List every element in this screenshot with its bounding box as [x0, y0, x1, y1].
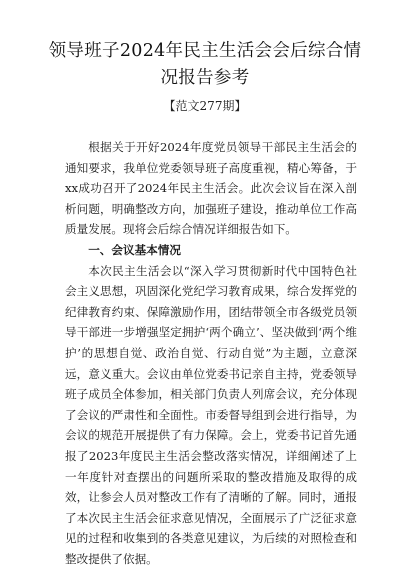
issue-tag: 【范文277期】 — [163, 99, 247, 113]
intro-paragraph: 根据关于开好2024年度党员领导干部民主生活会的通知要求，我单位党委领导班子高度重视，精心筹备，于xx成功召开了2024年民主生活会。此次会议旨在深入剖析问题，明确整改方向，加强班子建设，推动单位工作高质量发展。现将会后综合情况详细报告如下。 — [65, 140, 357, 237]
section-heading: 一、会议基本情况 — [88, 242, 181, 257]
document-body — [65, 137, 357, 569]
document-title: 领导班子2024年民主生活会会后综合情况报告参考 — [48, 41, 362, 88]
section-paragraph: 本次民主生活会以“深入学习贯彻新时代中国特色社会主义思想，巩固深化党纪学习教育成果，综合发挥党的纪律教育约束、保障激励作用，团结带领全市各级党员领导干部进一步增强坚定拥护‘两个确立’、坚决做到‘两个维护’的思想自觉、政治自觉、行动自觉”为主题，立意深远，意义重大。会议由单位党委书记亲自主持，党委领导班子成员全体参加，相关部门负责人列席会议，充分体现了会议的严肃性和全面性。市委督导组到会进行指导，为会议的规范开展提供了有力保障。会上，党委书记首先通报了2023年度民主生活会整改落实情况，详细阐述了上一年度针对查摆出的问题所采取的整改措施及取得的成效，让参会人员对整改工作有了清晰的了解。同时，通报了本次民主生活会征求意见情况，全面展示了广泛征求意见的过程和收集到的各类意见建议，为后续的对照检查和整改提供了依据。 — [65, 263, 357, 566]
